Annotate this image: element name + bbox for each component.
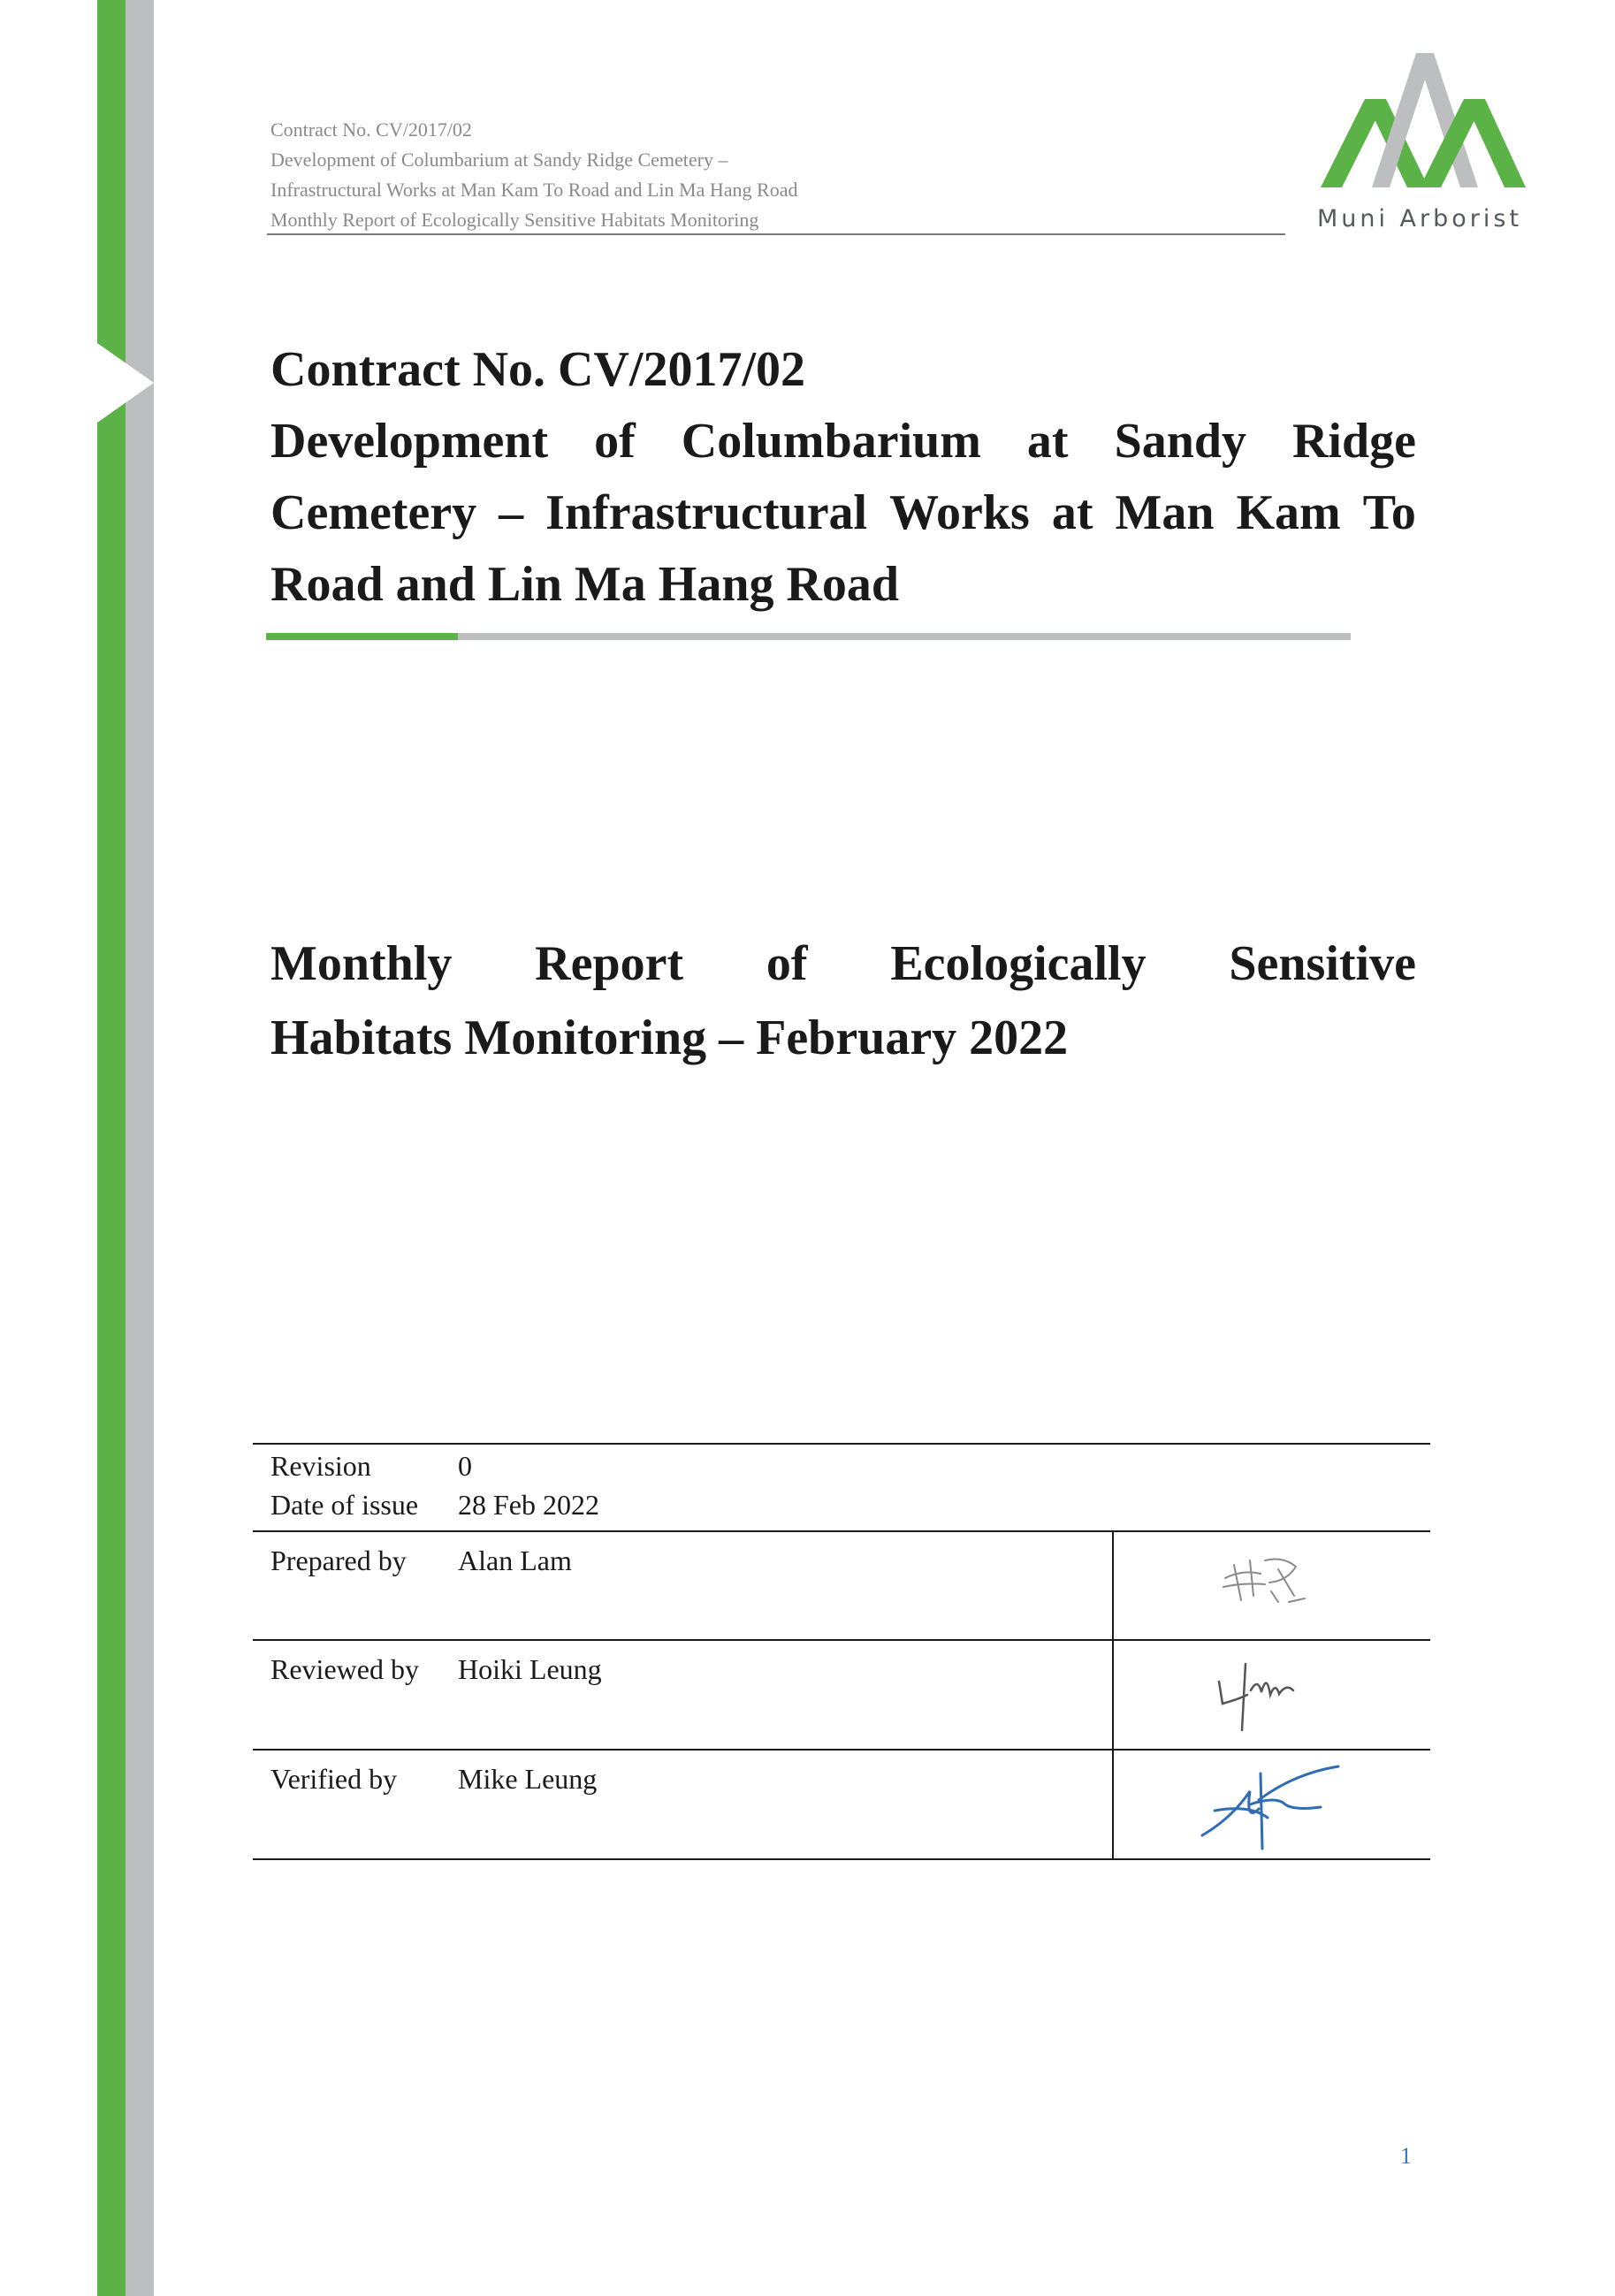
running-header-line: Contract No. CV/2017/02: [270, 118, 472, 141]
logo-wordmark: Muni Arborist: [1316, 205, 1523, 233]
revision-label: Revision: [270, 1450, 371, 1482]
title-line: Contract No. CV/2017/02: [270, 342, 806, 397]
title-word: Kam: [1236, 485, 1341, 540]
title-word: Development: [270, 414, 549, 469]
title-word: To: [1362, 485, 1416, 540]
header-divider: [267, 233, 1285, 235]
report-title-line: Habitats Monitoring – February 2022: [270, 1011, 1069, 1065]
bar-chevron-notch: [97, 343, 159, 423]
table-rule: [253, 1443, 1430, 1445]
title-word: Man: [1115, 485, 1215, 540]
title-line-justified: [270, 477, 1416, 549]
title-word: Infrastructural: [545, 485, 868, 540]
prepared-by-name: Alan Lam: [458, 1545, 572, 1576]
title-word: Works: [889, 485, 1030, 540]
prepared-by-label: Prepared by: [270, 1545, 407, 1576]
date-of-issue-label: Date of issue: [270, 1489, 419, 1521]
title-word: Columbarium: [681, 414, 981, 469]
title-line-justified: [270, 406, 1416, 477]
table-column-rule: [1112, 1530, 1114, 1860]
contract-title: [270, 334, 1416, 621]
report-title-word: Sensitive: [1229, 936, 1416, 991]
table-rule: [253, 1858, 1430, 1860]
verified-by-name: Mike Leung: [458, 1763, 598, 1795]
title-word: Ridge: [1291, 414, 1416, 469]
report-title-word: of: [766, 936, 808, 991]
table-rule: [253, 1749, 1430, 1751]
reviewed-by-label: Reviewed by: [270, 1653, 419, 1685]
title-rule-green: [266, 633, 458, 640]
page-number: 1: [1400, 2143, 1412, 2169]
reviewed-by-name: Hoiki Leung: [458, 1653, 602, 1685]
title-word: Cemetery: [270, 485, 477, 540]
title-word: of: [594, 414, 636, 469]
signature-mike-leung: [1197, 1756, 1347, 1853]
signature-hoiki-leung: [1212, 1655, 1300, 1735]
running-header-line: Monthly Report of Ecologically Sensitive Habitats Monitoring: [270, 209, 759, 231]
running-header: [270, 115, 1285, 235]
title-word: Sandy: [1114, 414, 1246, 469]
running-header-line: Development of Columbarium at Sandy Ridge Cemetery –: [270, 149, 728, 171]
report-title-word: Monthly: [270, 936, 453, 991]
signature-alan-lam: [1216, 1547, 1314, 1618]
verified-by-label: Verified by: [270, 1763, 398, 1795]
table-rule: [253, 1530, 1430, 1532]
title-word: at: [1026, 414, 1069, 469]
revision-value: 0: [458, 1450, 472, 1482]
title-line: Road and Lin Ma Hang Road: [270, 557, 900, 612]
report-title-word: Report: [535, 936, 684, 991]
table-rule: [253, 1639, 1430, 1641]
date-of-issue-value: 28 Feb 2022: [458, 1489, 599, 1521]
report-title-word: Ecologically: [890, 936, 1146, 991]
title-word: –: [499, 485, 524, 540]
title-word: at: [1051, 485, 1093, 540]
running-header-line: Infrastructural Works at Man Kam To Road and Lin Ma Hang Road: [270, 179, 798, 201]
report-title-line-justified: [270, 927, 1416, 1001]
title-rule-gray: [458, 633, 1351, 640]
report-title: [270, 927, 1416, 1075]
revision-table: [253, 1443, 1430, 1862]
